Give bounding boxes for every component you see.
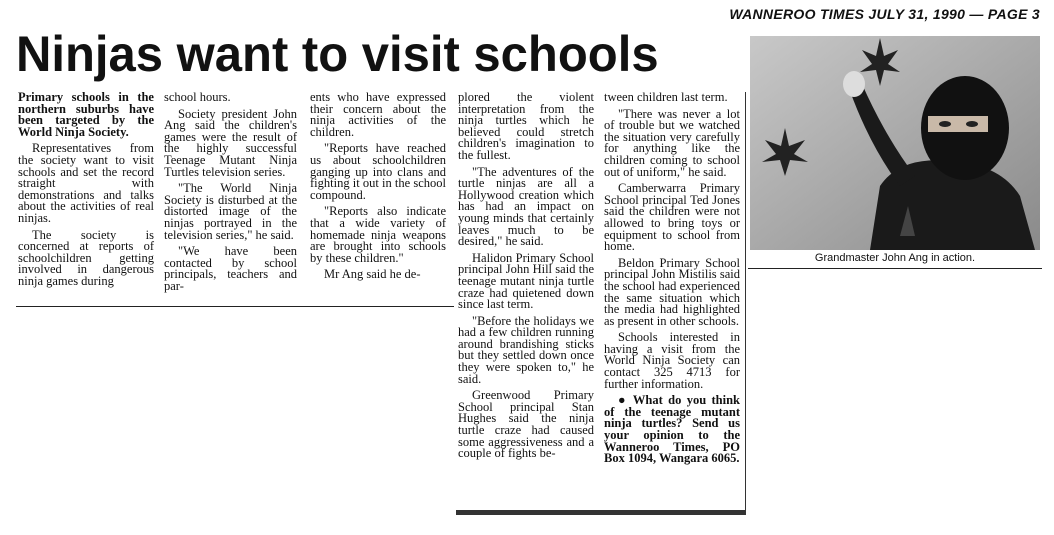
ninja-photo-illustration — [750, 36, 1040, 250]
body-paragraph: Halidon Primary School principal John Hill said the teenage mutant ninja turtle craze had quietened down since last term. — [458, 250, 594, 312]
body-paragraph: plored the violent interpretation from the ninja turtles which he believed could stretch children's imagination to the fullest. — [458, 90, 594, 162]
headline: Ninjas want to visit schools — [16, 26, 659, 82]
photo-caption: Grandmaster John Ang in action. — [814, 252, 976, 264]
reader-query: ● What do you think of the teenage mutant ninja turtles? Send us your opinion to the Wanneroo Times, PO Box 1094, Wangara 6065. — [604, 393, 740, 466]
article-column-2 — [164, 92, 297, 298]
article-column-3 — [310, 92, 446, 286]
body-paragraph: Greenwood Primary School principal Stan Hughes said the ninja turtle craze had caused some aggressiveness and a couple of fights be- — [458, 388, 594, 461]
body-paragraph: Representatives from the society want to visit schools and set the record straight with demonstrations and talks about the activities of real ninjas. — [18, 141, 154, 225]
body-paragraph: school hours. — [164, 90, 231, 104]
body-paragraph: Mr Ang said he de- — [324, 267, 421, 282]
page-dateline: WANNEROO TIMES JULY 31, 1990 — PAGE 3 — [729, 6, 1040, 22]
article-column-5 — [604, 92, 740, 470]
caption-rule — [748, 268, 1042, 269]
column-bottom-rule — [16, 306, 454, 307]
body-paragraph: ents who have expressed their concern about the ninja activities of the children. — [310, 90, 446, 139]
body-paragraph: "The adventures of the turtle ninjas are all a Hollywood creation which has had an impact on young minds that certainly leaves much to be desired," he said. — [458, 164, 594, 249]
body-paragraph: Camberwarra Primary School principal Ted Jones said the children were not allowed to bring toys or equipment to school from home. — [604, 181, 740, 254]
body-paragraph: Society president John Ang said the children's games were the result of the highly successful Teenage Mutant Ninja Turtles television series. — [164, 106, 297, 179]
body-paragraph: "Before the holidays we had a few children running around brandishing sticks but they settled down once they were spoken to," he said. — [458, 313, 594, 386]
body-paragraph: tween children last term. — [604, 90, 728, 104]
lead-paragraph: Primary schools in the northern suburbs have been targeted by the World Ninja Society. — [18, 90, 154, 139]
body-paragraph: "The World Ninja Society is disturbed at the distorted image of the ninjas portrayed in the television series," he said. — [164, 181, 297, 242]
body-paragraph: Beldon Primary School principal John Mistilis said the school had experienced the same situation which the media had highlighted as present in other schools. — [604, 255, 740, 328]
body-paragraph: "We have been contacted by school principals, teachers and par- — [164, 244, 297, 293]
body-paragraph: "Reports have reached us about schoolchildren ganging up into clans and fighting it out in the school compound. — [310, 141, 446, 202]
column-divider — [745, 92, 746, 512]
body-paragraph: "Reports also indicate that a wide variety of homemade ninja weapons are brought into schools by these children." — [310, 204, 446, 265]
ninja-photo — [750, 36, 1040, 250]
body-paragraph: "There was never a lot of trouble but we watched the situation very carefully for anything like the children coming to school out of uniform," he said. — [604, 106, 740, 179]
body-paragraph: The society is concerned at reports of schoolchildren getting involved in dangerous ninja games during — [18, 227, 154, 288]
article-column-4 — [458, 92, 594, 465]
article-column-1 — [18, 92, 154, 293]
bottom-bar — [456, 510, 746, 515]
body-paragraph: Schools interested in having a visit from the World Ninja Society can contact 325 4713 for further information. — [604, 330, 740, 391]
